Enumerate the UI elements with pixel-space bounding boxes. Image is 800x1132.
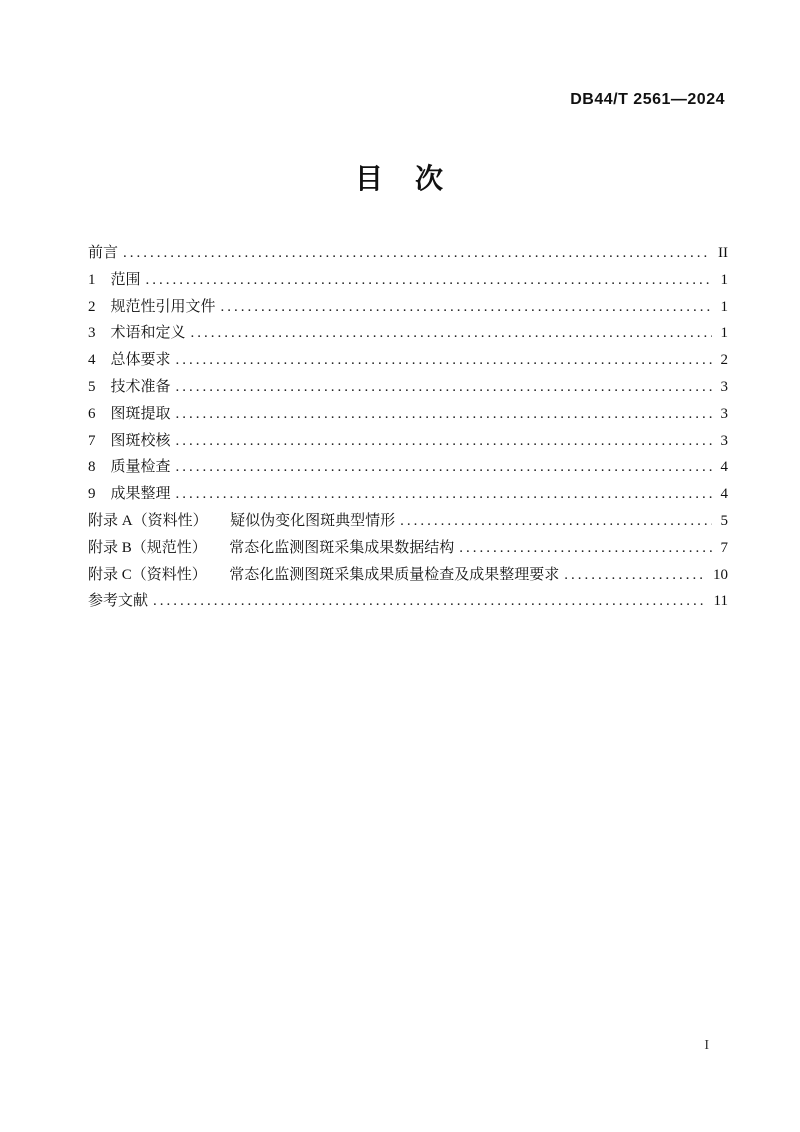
toc-leader-dots bbox=[176, 347, 712, 374]
toc-entry bbox=[88, 347, 728, 374]
toc-entry-label: 7 图斑校核 bbox=[88, 432, 171, 449]
toc-entry-page: 11 bbox=[713, 593, 728, 610]
toc-entry-page: 1 bbox=[720, 271, 728, 288]
toc-entry bbox=[88, 374, 728, 401]
toc-entry-label: 附录 C（资料性） 常态化监测图斑采集成果质量检查及成果整理要求 bbox=[88, 566, 560, 583]
toc-entry bbox=[88, 454, 728, 481]
page-title: 目 次 bbox=[354, 163, 445, 194]
toc-leader-dots bbox=[146, 267, 712, 294]
toc-entry-page: 3 bbox=[720, 378, 728, 395]
toc-entry bbox=[88, 508, 728, 535]
toc-entry bbox=[88, 320, 728, 347]
toc-entry-page: 3 bbox=[720, 432, 728, 449]
toc-entry-label: 1 范围 bbox=[88, 271, 141, 288]
toc-entry-page: 3 bbox=[720, 405, 728, 422]
toc-entry-page: 7 bbox=[720, 539, 728, 556]
toc-entry bbox=[88, 588, 728, 615]
toc-entry bbox=[88, 267, 728, 294]
toc-entry-label: 附录 A（资料性） 疑似伪变化图斑典型情形 bbox=[88, 512, 396, 529]
toc-leader-dots bbox=[400, 508, 711, 535]
toc-leader-dots bbox=[176, 428, 712, 455]
toc-entry-page: 5 bbox=[720, 512, 728, 529]
toc-entry bbox=[88, 428, 728, 455]
toc-leader-dots bbox=[176, 454, 712, 481]
toc-leader-dots bbox=[191, 320, 712, 347]
toc-entry bbox=[88, 240, 728, 267]
toc-leader-dots bbox=[459, 535, 711, 562]
toc-entry-page: 1 bbox=[720, 298, 728, 315]
toc-leader-dots bbox=[176, 401, 712, 428]
toc-leader-dots bbox=[221, 294, 712, 321]
toc-leader-dots bbox=[123, 240, 709, 267]
toc-list bbox=[88, 240, 728, 615]
toc-entry-label: 5 技术准备 bbox=[88, 378, 171, 395]
toc-entry bbox=[88, 562, 728, 589]
standard-code: DB44/T 2561—2024 bbox=[570, 91, 725, 108]
toc-entry-label: 参考文献 bbox=[88, 593, 149, 610]
toc-entry-label: 6 图斑提取 bbox=[88, 405, 171, 422]
toc-entry bbox=[88, 481, 728, 508]
toc-leader-dots bbox=[153, 588, 705, 615]
toc-entry bbox=[88, 535, 728, 562]
toc-leader-dots bbox=[176, 374, 712, 401]
toc-entry-label: 9 成果整理 bbox=[88, 486, 171, 503]
toc-entry-label: 3 术语和定义 bbox=[88, 325, 186, 342]
toc-entry-page: 10 bbox=[713, 566, 728, 583]
toc-entry-page: 1 bbox=[720, 325, 728, 342]
toc-entry bbox=[88, 294, 728, 321]
toc-entry-label: 8 质量检查 bbox=[88, 459, 171, 476]
toc-entry-label: 4 总体要求 bbox=[88, 352, 171, 369]
footer-page-number: I bbox=[704, 1038, 709, 1053]
toc-entry-page: 4 bbox=[720, 459, 728, 476]
toc-entry-label: 附录 B（规范性） 常态化监测图斑采集成果数据结构 bbox=[88, 539, 455, 556]
toc-entry-page: II bbox=[718, 245, 728, 261]
toc-leader-dots bbox=[564, 562, 704, 589]
toc-leader-dots bbox=[176, 481, 712, 508]
toc-entry-label: 前言 bbox=[88, 245, 119, 261]
toc-entry-page: 4 bbox=[720, 486, 728, 503]
toc-entry-label: 2 规范性引用文件 bbox=[88, 298, 216, 315]
toc-entry-page: 2 bbox=[720, 352, 728, 369]
toc-entry bbox=[88, 401, 728, 428]
